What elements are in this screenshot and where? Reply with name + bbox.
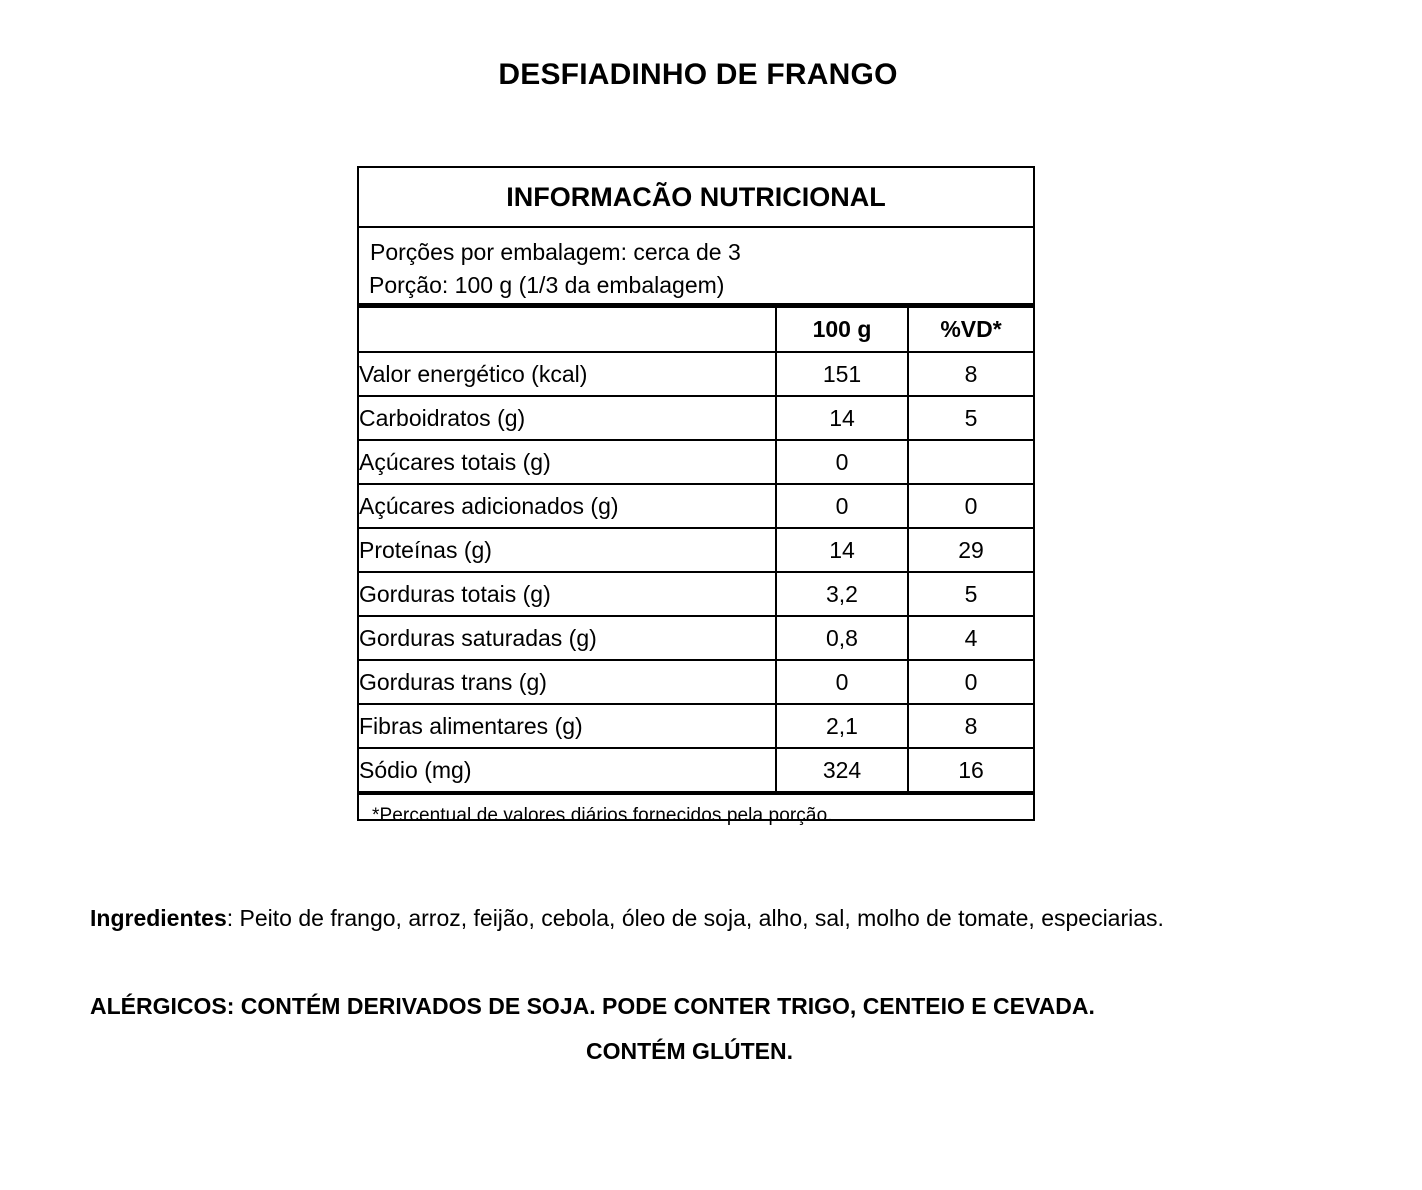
nutrient-daily-value: 5 xyxy=(908,572,1033,616)
nutrient-daily-value xyxy=(908,440,1033,484)
table-row xyxy=(359,528,1033,572)
column-header-amount: 100 g xyxy=(776,308,908,352)
nutrient-amount: 3,2 xyxy=(776,572,908,616)
nutrient-daily-value: 8 xyxy=(908,352,1033,396)
table-row xyxy=(359,704,1033,748)
ingredients-label: Ingredientes xyxy=(90,905,227,931)
daily-value-footnote: *Percentual de valores diários fornecidos pela porção. xyxy=(372,805,833,826)
nutrient-amount: 0,8 xyxy=(776,616,908,660)
nutrient-amount: 2,1 xyxy=(776,704,908,748)
table-row xyxy=(359,396,1033,440)
table-header-row xyxy=(359,308,1033,352)
table-row xyxy=(359,440,1033,484)
ingredients-list: Peito de frango, arroz, feijão, cebola, óleo de soja, alho, sal, molho de tomate, especiarias. xyxy=(239,905,1164,931)
table-row xyxy=(359,352,1033,396)
nutrient-name: Valor energético (kcal) xyxy=(359,352,776,396)
portion-info xyxy=(359,228,1033,308)
nutrient-daily-value: 29 xyxy=(908,528,1033,572)
nutrient-name: Fibras alimentares (g) xyxy=(359,704,776,748)
nutrient-daily-value: 0 xyxy=(908,660,1033,704)
allergen-line-2: CONTÉM GLÚTEN. xyxy=(586,1038,793,1064)
nutrient-daily-value: 5 xyxy=(908,396,1033,440)
ingredients-separator: : xyxy=(226,905,234,931)
nutrient-amount: 0 xyxy=(776,660,908,704)
table-row xyxy=(359,748,1033,793)
nutrient-name: Carboidratos (g) xyxy=(359,396,776,440)
nutrient-daily-value: 0 xyxy=(908,484,1033,528)
nutrient-name: Gorduras totais (g) xyxy=(359,572,776,616)
serving-size: Porção: 100 g (1/3 da embalagem) xyxy=(369,272,725,298)
column-header-nutrient xyxy=(359,308,776,352)
nutrient-name: Açúcares adicionados (g) xyxy=(359,484,776,528)
nutrient-name: Sódio (mg) xyxy=(359,748,776,793)
nutrient-name: Gorduras trans (g) xyxy=(359,660,776,704)
nutrient-name: Gorduras saturadas (g) xyxy=(359,616,776,660)
allergen-line-1: ALÉRGICOS: CONTÉM DERIVADOS DE SOJA. PODE CONTER TRIGO, CENTEIO E CEVADA. xyxy=(90,993,1095,1019)
nutrient-amount: 324 xyxy=(776,748,908,793)
column-header-daily-value: %VD* xyxy=(908,308,1033,352)
nutrition-facts-panel xyxy=(357,166,1035,826)
nutrient-amount: 0 xyxy=(776,440,908,484)
allergen-warning xyxy=(90,984,1315,1074)
nutrient-name: Proteínas (g) xyxy=(359,528,776,572)
nutrient-amount: 14 xyxy=(776,396,908,440)
servings-per-package: Porções por embalagem: cerca de 3 xyxy=(370,239,741,265)
nutrition-heading: INFORMACÃO NUTRICIONAL xyxy=(359,168,1033,228)
nutrient-amount: 0 xyxy=(776,484,908,528)
table-row xyxy=(359,660,1033,704)
nutrient-amount: 14 xyxy=(776,528,908,572)
nutrient-daily-value: 16 xyxy=(908,748,1033,793)
nutrient-daily-value: 8 xyxy=(908,704,1033,748)
table-row xyxy=(359,484,1033,528)
product-title: DESFIADINHO DE FRANGO xyxy=(498,58,898,91)
table-row xyxy=(359,572,1033,616)
nutrient-amount: 151 xyxy=(776,352,908,396)
nutrient-daily-value: 4 xyxy=(908,616,1033,660)
nutrition-table xyxy=(359,308,1033,795)
nutrient-name: Açúcares totais (g) xyxy=(359,440,776,484)
ingredients-paragraph xyxy=(90,896,1290,941)
table-row xyxy=(359,616,1033,660)
